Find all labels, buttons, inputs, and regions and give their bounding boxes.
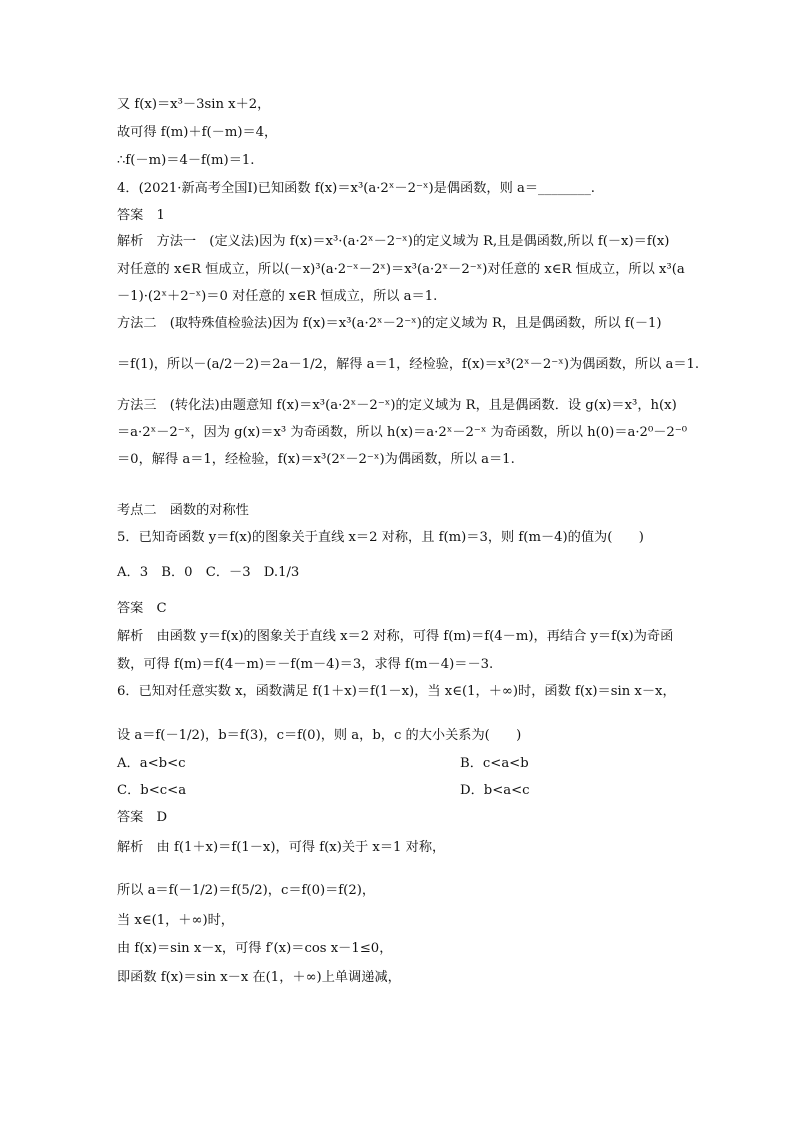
solution-line: 方法三 (转化法)由题意知 f(x)＝x³(a·2ˣ－2⁻ˣ)的定义域为 R，且是偶函数．设 g(x)＝x³，h(x) <box>117 398 677 413</box>
option-a: A．a<b<c <box>117 756 186 771</box>
text-line: 故可得 f(m)＋f(－m)＝4， <box>117 125 278 140</box>
options-row <box>117 755 693 773</box>
solution-line: ＝f(1)，所以－(a/2－2)＝2a－1/2，解得 a＝1，经检验，f(x)＝x³(2ˣ－2⁻ˣ)为偶函数，所以 a＝1. <box>117 357 700 372</box>
option-b: B．c<a<b <box>460 756 529 771</box>
solution-line: ＝a·2ˣ－2⁻ˣ，因为 g(x)＝x³ 为奇函数，所以 h(x)＝a·2ˣ－2⁻ˣ 为奇函数，所以 h(0)＝a·2⁰－2⁻⁰ <box>117 425 688 440</box>
solution-line: 即函数 f(x)＝sin x－x 在(1，＋∞)上单调递减， <box>117 970 401 985</box>
option-c: C．b<c<a <box>117 783 187 798</box>
solution-line: 数，可得 f(m)＝f(4－m)＝－f(m－4)＝3，求得 f(m－4)＝－3. <box>117 657 494 672</box>
solution-line: 对任意的 x∈R 恒成立，所以(－x)³(a·2⁻ˣ－2ˣ)＝x³(a·2ˣ－2⁻ˣ)对任意的 x∈R 恒成立，所以 x³(a <box>117 262 685 277</box>
solution-line: ＝0，解得 a＝1，经检验，f(x)＝x³(2ˣ－2⁻ˣ)为偶函数，所以 a＝1. <box>117 452 515 467</box>
solution-line: 所以 a＝f(－1/2)＝f(5/2)，c＝f(0)＝f(2)， <box>117 883 376 898</box>
solution-line: 当 x∈(1，＋∞)时， <box>117 913 234 928</box>
solution-line: 解析 由 f(1＋x)＝f(1－x)，可得 f(x)关于 x＝1 对称， <box>117 840 446 855</box>
text-line: 又 f(x)＝x³－3sin x＋2， <box>117 97 271 112</box>
solution-line: 由 f(x)＝sin x－x，可得 f′(x)＝cos x－1≤0， <box>117 941 393 956</box>
answer-5: 答案 C <box>117 601 167 616</box>
section-heading: 考点二 函数的对称性 <box>117 503 249 518</box>
text-line: ∴f(－m)＝4－f(m)＝1. <box>117 153 255 168</box>
question-4: 4．(2021·新高考全国Ⅰ)已知函数 f(x)＝x³(a·2ˣ－2⁻ˣ)是偶函数，则 a＝________. <box>117 181 595 196</box>
solution-line: 方法二 (取特殊值检验法)因为 f(x)＝x³(a·2ˣ－2⁻ˣ)的定义域为 R，且是偶函数，所以 f(－1) <box>117 316 662 331</box>
answer-4: 答案 1 <box>117 208 165 223</box>
answer-6: 答案 D <box>117 810 168 825</box>
solution-line: 解析 方法一 (定义法)因为 f(x)＝x³·(a·2ˣ－2⁻ˣ)的定义域为 R,且是偶函数,所以 f(－x)＝f(x) <box>117 234 670 249</box>
question-6: 6．已知对任意实数 x，函数满足 f(1＋x)＝f(1－x)，当 x∈(1，＋∞)时，函数 f(x)＝sin x－x， <box>117 684 676 699</box>
options-5: A．3 B．0 C．－3 D.1/3 <box>117 565 300 580</box>
solution-line: 解析 由函数 y＝f(x)的图象关于直线 x＝2 对称，可得 f(m)＝f(4－m)，再结合 y＝f(x)为奇函 <box>117 629 674 644</box>
solution-line: －1)·(2ˣ＋2⁻ˣ)＝0 对任意的 x∈R 恒成立，所以 a＝1. <box>117 289 438 304</box>
option-d: D．b<a<c <box>460 783 530 798</box>
question-5: 5．已知奇函数 y＝f(x)的图象关于直线 x＝2 对称，且 f(m)＝3，则 f(m－4)的值为( ) <box>117 530 644 545</box>
question-6-line2: 设 a＝f(－1/2)，b＝f(3)，c＝f(0)，则 a，b，c 的大小关系为( ) <box>117 728 522 743</box>
options-row <box>117 782 693 800</box>
